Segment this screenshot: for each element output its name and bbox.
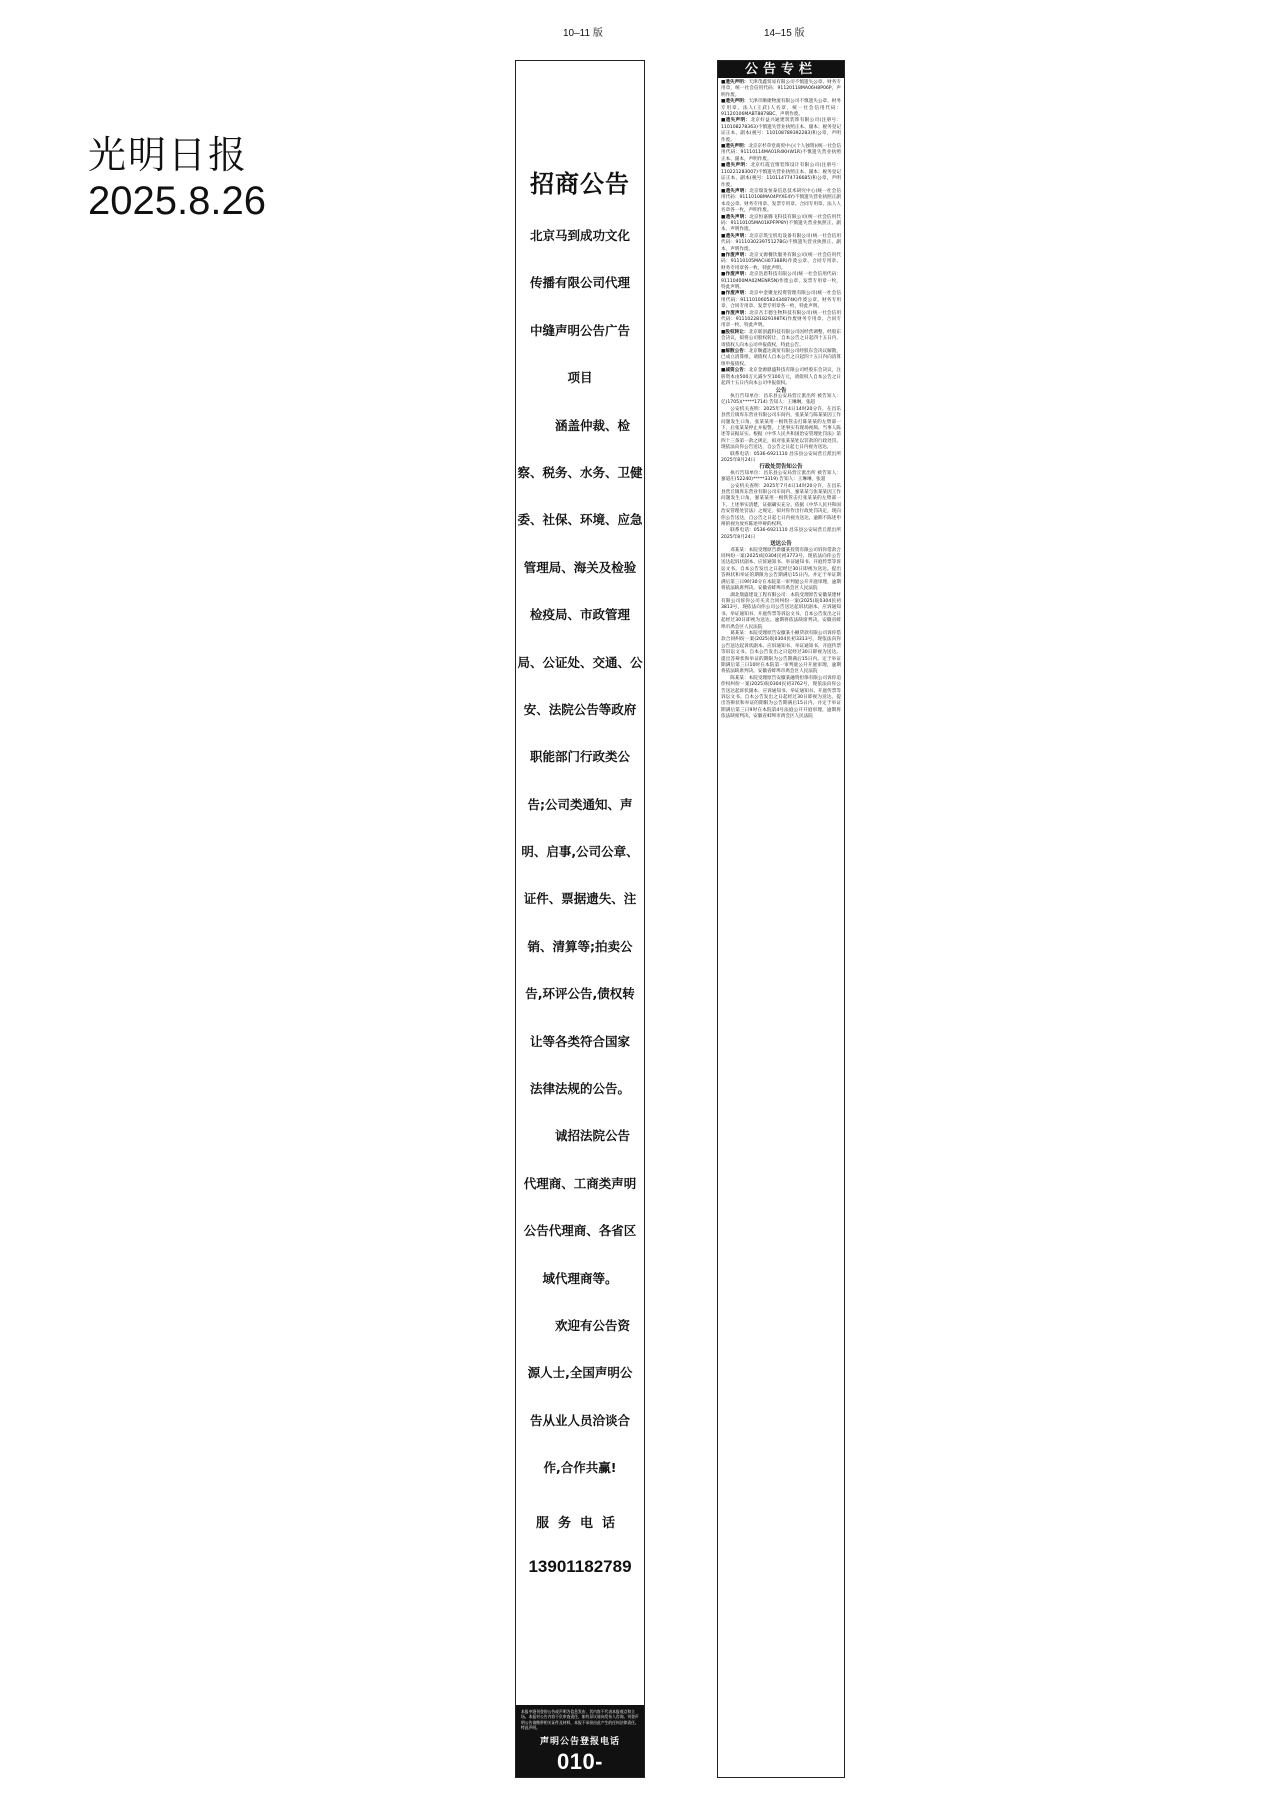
notice-text: 北京好益兴通建筑装饰有限公司(注册号：110108278363)不慎遗失营业执照正本、副本；税务登记证正本、副本(税号：110108789392283)和公章，声明作废。 — [721, 118, 842, 143]
notice-item — [721, 144, 841, 163]
zhaoshang-title: 招商公告 — [530, 170, 630, 198]
footer-box — [516, 1705, 644, 1800]
notice-heading: 公告 — [775, 387, 787, 394]
notice-heading: 行政处罚告知公告 — [759, 464, 803, 471]
notice-title: ■遗失声明： — [721, 163, 751, 169]
notice-item — [721, 330, 841, 349]
zhaoshang-line: 法律法规的公告。 — [529, 1081, 630, 1097]
notice-text: 联系电话：0536-6921110 昌乐县公安局营丘派出所 2025年8月24日 — [721, 451, 841, 463]
notice-text: 北京中金聚龙投资管理有限公司(统一社会信用代码：911101060582434874K)作废公章、财务专用章、合同专用章、发票专用章各一枚，特此声明。 — [721, 291, 842, 310]
notice-text: 北京吾丰德生物科技有限公司(统一社会信用代码：911102281829198TK)作废财务专用章、合同专用章一枚，特此声明。 — [721, 310, 842, 329]
notice-text: 联系电话：0536-6921110 昌乐县公安局营丘派出所 2025年8月24日 — [721, 528, 841, 540]
notice-item — [721, 215, 841, 234]
zhaoshang-line: 代理商、工商类声明 — [523, 1175, 637, 1191]
notice-text: 北京金源鼎盛科技有限公司经股东会决议，注册资本由500万元减少至100万元，请债权人自本公告之日起四十五日内向本公司申报债权。 — [721, 368, 841, 387]
zhaoshang-line: 公告代理商、各省区 — [523, 1223, 637, 1239]
notice-text: 北京红霞宜情装饰设计有限公司(注册号：110221283007)不慎遗失营业执照正本、副本；税务登记证正本、副本(税号：110114774736685)和公章，声明作废。 — [721, 163, 842, 188]
notice-text: 执行告知单位：昌乐县公安局营丘派出所 被告知人：寥道庄(52240)*****3319) 告知人：王琳琳，张超 — [721, 470, 841, 483]
zhaoshang-line: 局、公证处、交通、公 — [517, 654, 643, 670]
page-label-right: 14–15 版 — [764, 28, 805, 39]
notice-text: 公安机关查明：2025年7月4日14时20分许，在昌乐县营丘镇库东营业有限公司车间内，张某某与陈某某因工作问题发生口角，张某某用一根铁管击打陈某某的左臂部一下，后张某某停止并报警。上述事实有现场视频、当事人陈述等证据证实。根据《中华人民共和国治安管理处罚法》第四十三条第一款之规定，拟对张某某处以罚款的行政处罚。现依法向你公告送达，自公告之日起七日内视为送达。 — [721, 406, 841, 451]
notice-item — [721, 253, 841, 272]
notice-text: 葛某某：本院受理原告安徽某小额贷款有限公司诉你借款合同纠纷一案(2025)皖0304民初3313号，现依法向你公告送达起诉状副本、应诉通知书、举证通知书、开庭传票等诉讼文书。自本公告发出之日起经过30日即视为送达。提出答辩状和举证的期限为公告期满后15日内。定于举证期满后第三日10时在本院第一审判庭公开开庭审理，逾期将依法缺席判决。安徽省蚌埠市禹会区人民法院 — [721, 630, 841, 675]
notice-title: ■解散公告： — [721, 349, 749, 355]
notice-column-title: 公告专栏 — [718, 61, 844, 78]
zhaoshang-line: 证件、票据遗失、注 — [523, 891, 637, 907]
zhaoshang-line: 项目 — [567, 370, 593, 386]
notice-title: ■遗失声明： — [721, 144, 749, 150]
notice-item — [721, 394, 841, 407]
notice-text: 北京浩恩科技有限公司(统一社会信用代码：91110400MA02MENR5N)作废公章、发票专用章一枚，特此声明。 — [721, 272, 842, 290]
notice-title: ■作废声明： — [721, 310, 750, 316]
notice-list — [718, 78, 844, 721]
notice-item — [721, 484, 841, 529]
zhaoshang-line: 北京马到成功文化 — [529, 228, 630, 243]
zhaoshang-line: 域代理商等。 — [542, 1270, 618, 1286]
notice-text: 湖北鼎盛建设工程有限公司：本院受理原告安徽某建材有限公司诉你公司买卖合同纠纷一案(2025)皖0304民初3813号，现依法向你公司公告送达起诉状副本、应诉通知书、举证通知书、开庭传票等诉讼文书。自本公告发出之日起经过30日即视为送达。逾期将依法缺席判决。安徽省蚌埠市禹会区人民法院 — [721, 592, 841, 630]
masthead — [88, 132, 266, 224]
notice-title: ■遗失声明： — [721, 118, 751, 124]
zhaoshang-line: 管理局、海关及检验 — [523, 559, 637, 575]
notice-item — [721, 291, 841, 310]
zhaoshang-line: 检疫局、市政管理 — [529, 607, 630, 623]
zhaoshang-column — [515, 60, 645, 1800]
issue-date: 2025.8.26 — [88, 179, 266, 223]
notice-text: 北京瑞发恒泰信息技术研究中心(统一社会信用代码：91110108MA04PYXE4Y)不慎遗失营业执照正副本及公章、财务专用章、发票专用章、合同专用章、法人人名章各一枚，声明作废。 — [721, 188, 842, 214]
zhaoshang-line: 职能部门行政类公 — [529, 749, 630, 765]
notice-title: ■作废声明： — [721, 252, 750, 258]
notice-text: 北京文源餐饮服务有限公司(统一社会信用代码：91110105MACH0738BR)作废公章、合同专用章、财务专用章各一枚，特此声明。 — [721, 252, 842, 271]
notice-title: ■减资公告： — [721, 368, 749, 374]
zhaoshang-line: 中缝声明公告广告 — [529, 322, 630, 338]
zhaoshang-line: 销、清算等;拍卖公 — [527, 938, 633, 954]
notice-text: 北京联创鑫科技有限公司因经营调整，经股东会决议，拟将公司股权转让，自本公告之日起四十五日内，请债权人向本公司申报债权，特此公告。 — [721, 329, 841, 348]
notice-text: 陈某某：本院受理原告安徽某融资担保有限公司诉你追偿权纠纷一案(2025)皖0304民初3762号，现依法向你公告送达起诉状副本、应诉通知书、举证通知书、开庭传票等诉讼文书。自本公告发出之日起经过30日即视为送达。提出答辩状和举证的期限为公告期满后15日内。并定于举证期满后第三日9时在本院第4号法庭公开开庭审理，逾期将依法缺席判决。安徽省蚌埠市禹会区人民法院 — [721, 675, 841, 720]
notice-item — [721, 452, 841, 465]
zhaoshang-line: 作,合作共赢! — [543, 1460, 617, 1476]
notice-title: ■遗失声明： — [721, 233, 750, 239]
service-phone-label: 服务电话 — [535, 1515, 624, 1531]
notice-item — [721, 272, 841, 291]
zhaoshang-line: 诚招法院公告 — [554, 1128, 630, 1144]
notice-item — [721, 189, 841, 215]
zhaoshang-line: 让等各类符合国家 — [529, 1033, 630, 1049]
notice-text: 北京恒嘉腾飞科技有限公司(统一社会信用代码：91110105MA01KPFPP8Y)不慎遗失营业执照正、副本，声明作废。 — [721, 214, 842, 233]
notice-item — [721, 80, 841, 99]
notice-text: 邓某某：本院受理原告新疆某投资有限公司诉你借款合同纠纷一案(2025)皖0304民初3773号，现依法向你公告送达起诉状副本、应诉通知书、举证通知书、开庭传票等诉讼文书。自本公告发出之日起经过30日即视为送达。提出答辩状和举证的期限为公告期满后15日内。并定于举证期满后第三日9时30分在本院第一审判庭公开开庭审理，逾期将依法缺席判决。安徽省蚌埠市禹会区人民法院 — [721, 547, 841, 592]
notice-item — [721, 118, 841, 144]
zhaoshang-line: 涵盖仲裁、检 — [554, 417, 630, 433]
zhaoshang-line: 安、法院公告等政府 — [523, 701, 637, 717]
notice-text: 北京京杉草堂商贸中心(个人独资)(统一社会信用代码：91110114MA01R4KHW1R)不慎遗失营业执照正本、副本，声明作废。 — [721, 144, 842, 162]
notice-column — [717, 60, 845, 1778]
notice-item — [721, 676, 841, 721]
notice-item — [721, 99, 841, 118]
notice-item — [721, 631, 841, 676]
notice-item — [721, 349, 841, 368]
zhaoshang-line: 告,环评公告,债权转 — [525, 986, 635, 1002]
notice-item — [721, 234, 841, 253]
notice-text: 天津茂鑫贸易有限公司不慎遗失公章、财务专用章，统一社会信用代码：91120118MA06H8P06P，声明作废。 — [721, 80, 841, 98]
notice-heading: 送达公告 — [770, 541, 792, 548]
zhaoshang-line: 察、税务、水务、卫健 — [517, 464, 643, 480]
notice-title: ■遗失声明： — [721, 188, 750, 194]
notice-title: ■作废声明： — [721, 291, 750, 297]
zhaoshang-line: 欢迎有公告资 — [554, 1317, 630, 1333]
notice-title: ■作废声明： — [721, 272, 750, 278]
notice-item — [721, 528, 841, 541]
newspaper-name: 光明日报 — [88, 133, 249, 177]
notice-text: 北京顺鑫达商贸有限公司经股东会决议解散，已成立清算组，请债权人自本公告之日起四十五日内向清算组申报债权。 — [721, 349, 841, 367]
notice-item — [721, 593, 841, 631]
notice-item — [721, 548, 841, 593]
notice-item — [721, 471, 841, 484]
notice-item — [721, 368, 841, 387]
notice-title: ■股权转让： — [721, 329, 749, 335]
notice-text: 公安机关查明：2025年7月4日14时20分许，在昌乐县营丘镇库东营业有限公司车间内，寥某某与张某某因工作问题发生口角，寥某某用一根铁管击打张某某的左臂部一下。上述事实清楚，证据确实充分。依据《中华人民共和国治安管理处罚法》之规定，拟对你作出行政处罚决定，现向你公告送达，自公告之日起七日内视为送达，逾期不陈述申辩的视为放弃陈述申辩的权利。 — [721, 483, 841, 528]
notice-text: 天津市顺捷物流有限公司不慎遗失公章、财务专用章、法人(王武)人名章，统一社会信用代码：91120106MABT8878BC，声明作废。 — [721, 99, 841, 118]
notice-item — [721, 311, 841, 330]
notice-title: ■遗失声明： — [721, 214, 750, 220]
zhaoshang-line: 告从业人员洽谈合 — [529, 1412, 630, 1428]
page-label-left: 10–11 版 — [563, 28, 603, 39]
zhaoshang-body — [516, 227, 644, 1507]
service-phone-number: 13901182789 — [528, 1556, 632, 1576]
notice-title: ■遗失声明： — [721, 80, 749, 85]
notice-item — [721, 407, 841, 452]
notice-text: 北京京筑宝机电设备有限公司(统一社会信用代码：911103023975127BG)不慎遗失营业执照正、副本，声明作废。 — [721, 233, 842, 252]
zhaoshang-line: 传播有限公司代理 — [529, 275, 630, 291]
zhaoshang-line: 明、启事,公司公章、 — [521, 844, 639, 860]
footer-disclaimer: 本报中缝刊登的公告或声明为信息发布，其内容不代表本报观点和立场。本报对公告内容不负审查责任，如有异议请向发布人咨询。刊登声明公告请携带相关证件及材料，本报不承担由此产生的任何法律责任。特此声明。 — [521, 1709, 639, 1730]
zhaoshang-line: 源人士,全国声明公 — [527, 1365, 633, 1381]
notice-text: 执行告知单位：昌乐县公安局营丘派出所 被告知人：亿(1705)(*****1714) 告知人：王琳琳，张超 — [721, 393, 841, 406]
zhaoshang-line: 告;公司类通知、声 — [527, 796, 633, 812]
zhaoshang-line: 委、社保、环境、应急 — [517, 512, 643, 528]
footer-phone: 010-67616666 — [529, 1749, 631, 1800]
notice-title: ■遗失声明： — [721, 99, 749, 105]
notice-item — [721, 163, 841, 189]
footer-label: 声明公告登报电话 — [539, 1737, 620, 1747]
